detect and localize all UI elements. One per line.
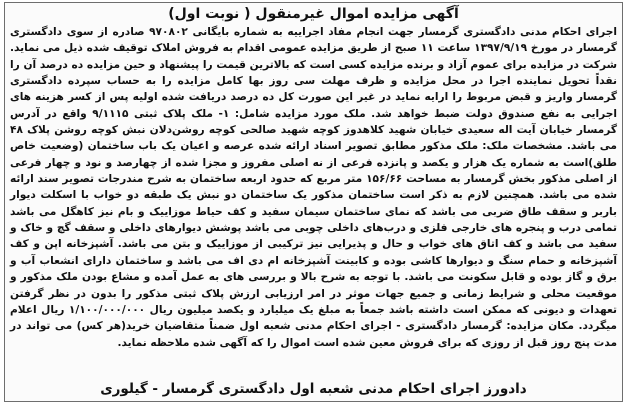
notice-signature: دادورز اجرای احکام مدنی شعبه اول دادگستری گرمسار - گیلوری: [100, 381, 527, 397]
notice-body: اجرای احکام مدنی دادگستری گرمسار جهت انجام مفاد اجراییه به شماره بایگانی ۹۷۰۸۰۲ صادره از سوی دادگستری گرمسار در مورخ ۱۳۹۷/۹/۱۹ ساعت ۱۱ صبح از طریق مزایده عمومی اقدام به فروش املاک توقیف شده ذیل می نماید. شرکت در مزایده برای عموم آزاد و برنده مزایده کسی است که بالاترین قیمت را پیشنهاد و حین مزایده ده درصد آن را نقداً تحویل نماینده اجرا در محل مزایده و ظرف مهلت سی روز بها کامل مزایده را به حساب سپرده دادگستری گرمسار واریز و قبض مربوط را ارایه نماید در غیر این صورت کل ده درصد دریافت شده اولیه پس از کسر هزینه های اجرایی به نفع صندوق دولت ضبط خواهد شد. ملک مورد مزایده شامل: ۱- ملک پلاک ثبتی ۹/۱۱۱۵ واقع در آدرس گرمسار خیابان آیت اله سعیدی خیابان شهید کلاهدوز کوچه شهید صالحی کوچه روشن‌دلان نبش کوچه روشن پلاک ۴۸ می باشد. مشخصات ملک: ملک مذکور مطابق تصویر اسناد ارائه شده عرصه و اعیان یک باب ساختمان (وضعیت خاص طلق)است به شماره یک هزار و یکصد و پانزده فرعی از نه اصلی مفروز و مجزا شده از چهارصد و نود و چهار فرعی از اصلی مذکور بخش گرمسار به مساحت ۱۵۶/۶۶ متر مربع که حدود اربعه ساختمان به شرح مندرجات تصویر سند ارائه شده می باشد. همچنین لازم به ذکر است ساختمان مذکور یک ساختمان دو نبش یک طبقه دو خواب با اسکلت دیوار باربر و سقف طاق ضربی می باشد که نمای ساختمان سیمان سفید و کف حیاط موزاییک و بام نیز کاهگل می باشد تمامی درب و پنجره های خارجی فلزی و درب‌های داخلی چوبی می باشد پوشش دیوارهای داخلی و سقف گچ و خاک و سفید می باشد و کف اتاق های خواب و حال و پذیرایی نیز ترکیبی از موزاییک و بتن می باشد. آشپزخانه اپن و کف آشپزخانه و حمام سنگ و دیوارها کاشی بوده و کابینت آشپزخانه ام دی اف می باشد و ساختمان دارای انشعاب آب و برق و گاز بوده و قابل سکونت می باشد. با توجه به شرح بالا و بررسی های به عمل آمده و مشاع بودن ملک مذکور و موقعیت محلی و شرایط زمانی و جمیع جهات موثر در امر ارزیابی ارزش پلاک ثبتی مذکور را بدون در نظر گرفتن تعهدات و دیونی که ممکن است داشته باشد جمعاً به مبلغ یک میلیارد و یکصد میلیون ریال ۱/۱۰۰/۰۰۰/۰۰۰ ریال اعلام میگردد. مکان مزایده: گرمسار دادگستری - اجرای احکام مدنی شعبه اول ضمناً متقاضیان خرید(هر کس) می تواند در مدت پنج روز قبل از روزی که برای فروش معین شده است اموال را که آگهی شده ملاحظه نماید.: [10, 26, 617, 349]
auction-notice: [4, 2, 623, 402]
notice-title: آگهی مزایده اموال غیرمنقول ( نوبت اول): [168, 6, 459, 22]
